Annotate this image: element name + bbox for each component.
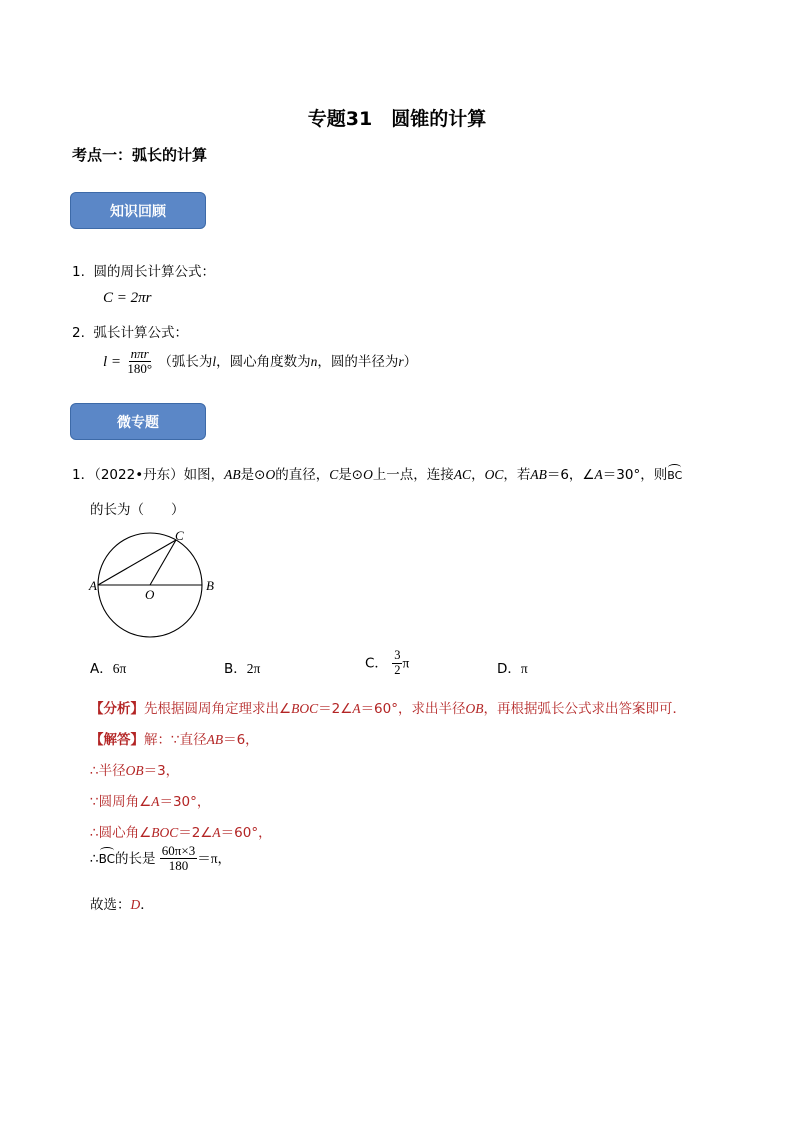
page-title: 专题31 圆锥的计算	[307, 108, 487, 130]
section-heading: 考点一：弧长的计算	[72, 146, 208, 164]
label-c: C	[175, 528, 184, 543]
solution-line-2: ∴半径OB＝3，	[90, 763, 180, 779]
label-b: B	[206, 578, 214, 593]
label-a: A	[89, 578, 97, 593]
solution-line-3: ∵圆周角∠A＝30°，	[90, 794, 211, 810]
solution-line-5: ∴BC的长是 $\frac{60\pi\times 3}{180}$ ＝π，	[90, 843, 232, 874]
radius-oc	[150, 540, 176, 585]
circle-figure	[88, 526, 220, 642]
micro-topic-badge: 微专题	[70, 403, 206, 440]
solution-line-6: 故选：D．	[90, 897, 154, 913]
choice-d[interactable]: D．π	[497, 661, 528, 677]
circumference-formula: C = 2πr	[103, 290, 152, 306]
choice-a[interactable]: A．6π	[90, 661, 127, 677]
knowledge-review-badge: 知识回顾	[70, 192, 206, 229]
chord-ac	[98, 540, 176, 585]
formula-item-1: 1. 圆的周长计算公式：	[72, 264, 215, 280]
problem-question: 的长为（ ）	[90, 502, 185, 518]
choice-b[interactable]: B．2π	[224, 661, 261, 677]
formula-item-2: 2. 弧长计算公式：	[72, 325, 188, 341]
analysis-text: 【分析】先根据圆周角定理求出∠BOC＝2∠A＝60°，求出半径OB，再根据弧长公式求出答案即可．	[90, 701, 686, 717]
arc-length-formula: l = $\frac{\text{nπr}}{180^\circ}$ （弧长为l，圆心角度数为n，圆的半径为r）	[103, 346, 418, 377]
solution-line-1: 【解答】解：∵直径AB＝6，	[90, 732, 259, 748]
problem-statement: 1．（2022•丹东）如图，AB是⊙O的直径，C是⊙O上一点，连接AC，OC，若AB＝6，∠A＝30°，则BC	[72, 467, 683, 483]
label-o: O	[145, 587, 155, 602]
solution-line-4: ∴圆心角∠BOC＝2∠A＝60°，	[90, 825, 272, 841]
choice-c[interactable]: C． $\frac{3}{2}$ π	[365, 648, 410, 677]
